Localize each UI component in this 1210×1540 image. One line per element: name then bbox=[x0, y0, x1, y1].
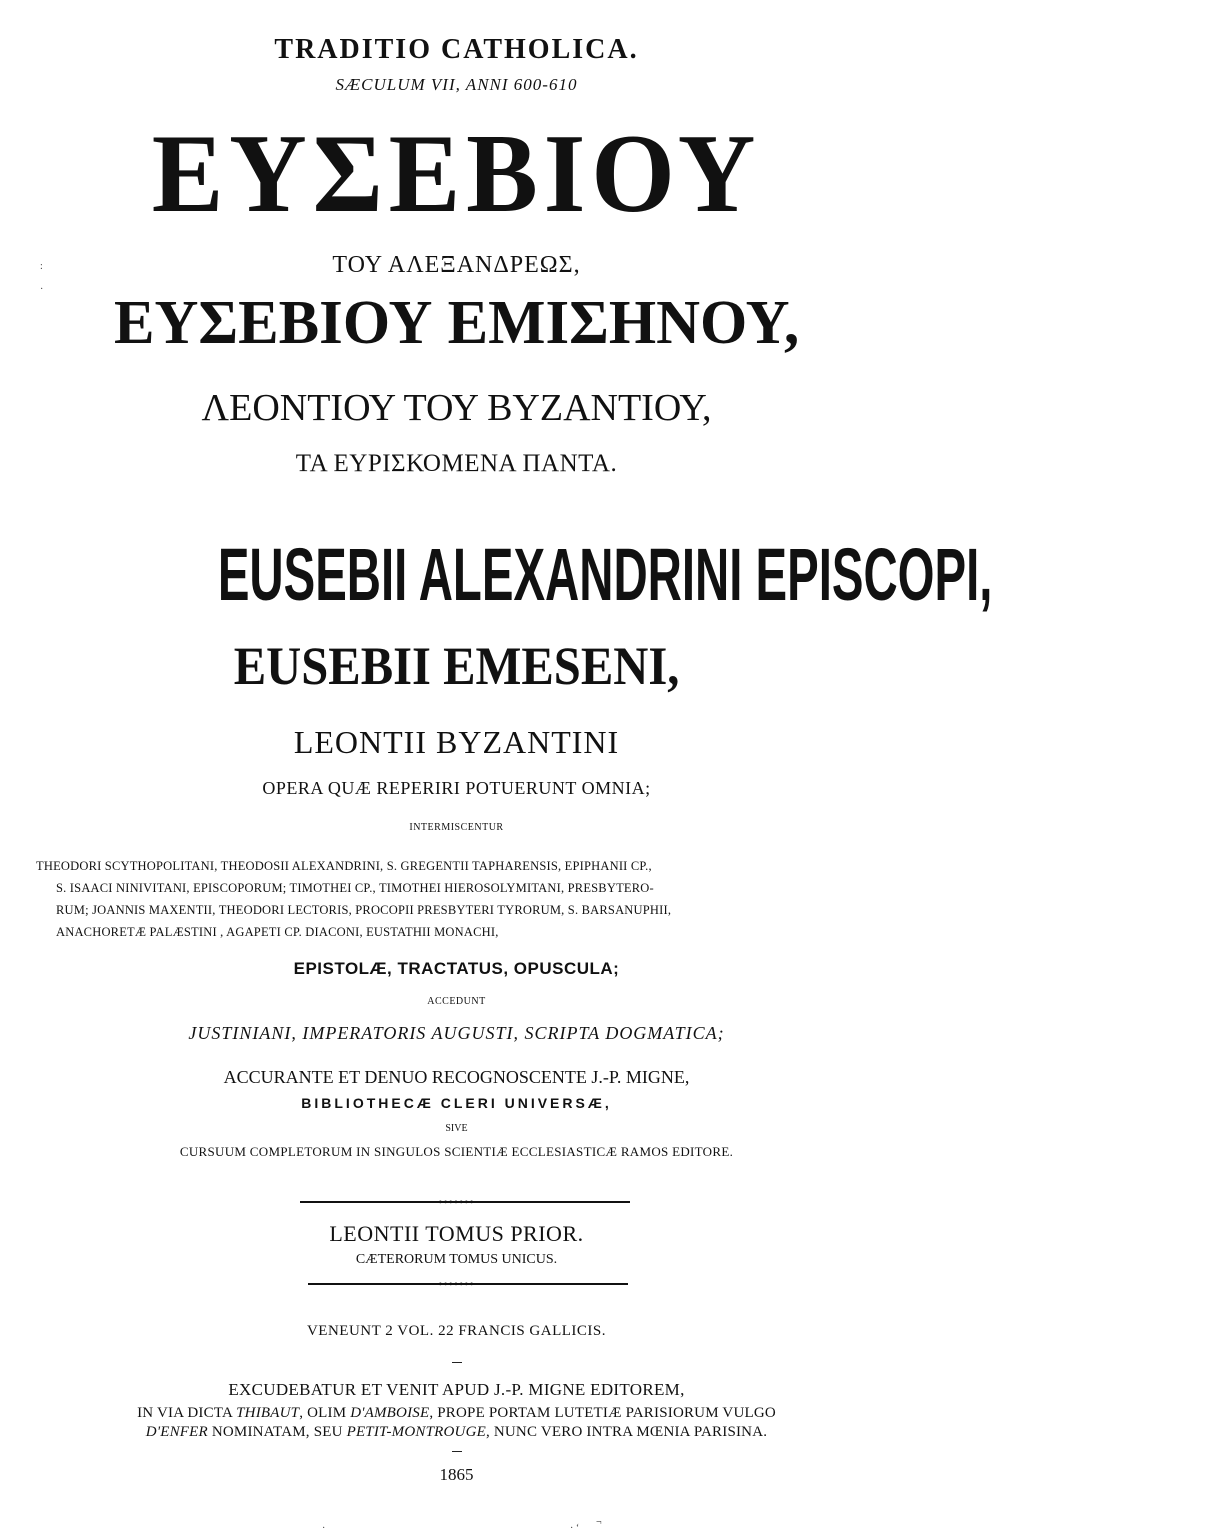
editor-line-1: ACCURANTE ET DENUO RECOGNOSCENTE J.-P. MIGNE, bbox=[223, 1067, 690, 1087]
greek-title-line-2: ΤΟΥ ΑΛΕΞΑΝΔΡΕΩΣ, bbox=[332, 252, 581, 278]
imprint-text: , PROPE PORTAM LUTETIÆ PARISIORUM VULGO bbox=[429, 1405, 776, 1421]
print-speck: · bbox=[40, 284, 44, 295]
authors-line: ANACHORETÆ PALÆSTINI , AGAPETI CP. DIACONI, EUSTATHII MONACHI, bbox=[56, 925, 499, 939]
latin-title-line-2: EUSEBII EMESENI, bbox=[233, 636, 680, 696]
authors-line: S. ISAACI NINIVITANI, EPISCOPORUM; TIMOTHEI CP., TIMOTHEI HIEROSOLYMITANI, PRESBYTERO- bbox=[56, 881, 654, 895]
imprint-text: NOMINATAM, SEU bbox=[207, 1424, 347, 1440]
imprint-line-1: EXCUDEBATUR ET VENIT APUD J.-P. MIGNE EDITOREM, bbox=[228, 1380, 685, 1399]
imprint-gate-name: D'ENFER bbox=[145, 1424, 208, 1440]
imprint-line-3 bbox=[0, 1425, 913, 1440]
price-line: VENEUNT 2 VOL. 22 FRANCIS GALLICIS. bbox=[306, 1323, 607, 1339]
greek-main-title: ΕΥΣΕΒΙΟΥ bbox=[151, 112, 762, 236]
print-speck: · bbox=[322, 1523, 326, 1534]
greek-title-line-4: ΛΕΟΝΤΙΟΥ ΤΟΥ ΒΥΖΑΝΤΙΟΥ, bbox=[201, 387, 712, 429]
publication-year: 1865 bbox=[439, 1465, 474, 1484]
genres-line: EPISTOLÆ, TRACTATUS, OPUSCULA; bbox=[293, 959, 620, 978]
accedunt-label: ACCEDUNT bbox=[427, 996, 486, 1007]
print-speck: · ‘ bbox=[570, 1523, 580, 1534]
imprint-line-2 bbox=[0, 1406, 913, 1421]
latin-title-line-4: OPERA QUÆ REPERIRI POTUERUNT OMNIA; bbox=[262, 778, 651, 798]
volume-line-2: CÆTERORUM TOMUS UNICUS. bbox=[355, 1252, 558, 1267]
ornament-beads-top: ••••••• bbox=[438, 1195, 475, 1209]
separator-dash bbox=[452, 1362, 462, 1363]
ornament-beads-bottom: ••••••• bbox=[438, 1277, 475, 1291]
authors-paragraph bbox=[36, 855, 888, 943]
century-line: SÆCULUM VII, ANNI 600-610 bbox=[335, 75, 578, 94]
imprint-street: THIBAUT bbox=[236, 1405, 300, 1421]
latin-title-line-3: LEONTII BYZANTINI bbox=[293, 724, 620, 760]
print-speck: ¬ bbox=[596, 1517, 602, 1528]
justinian-line: JUSTINIANI, IMPERATORIS AUGUSTI, SCRIPTA DOGMATICA; bbox=[188, 1023, 725, 1043]
separator-dash bbox=[452, 1451, 462, 1452]
editor-line-2: BIBLIOTHECÆ CLERI UNIVERSÆ, bbox=[301, 1095, 612, 1111]
collection-title: TRADITIO CATHOLICA. bbox=[274, 34, 639, 65]
volume-line-1: LEONTII TOMUS PRIOR. bbox=[329, 1221, 584, 1246]
imprint-text: IN VIA DICTA bbox=[137, 1405, 237, 1421]
imprint-old-name: D'AMBOISE bbox=[350, 1405, 430, 1421]
print-speck: : bbox=[40, 261, 43, 272]
intermiscentur-label: INTERMISCENTUR bbox=[409, 822, 504, 833]
editor-line-3: SIVE bbox=[445, 1123, 468, 1134]
imprint-text: , OLIM bbox=[299, 1405, 351, 1421]
imprint-district: PETIT-MONTROUGE bbox=[346, 1424, 486, 1440]
greek-title-line-5: ΤΑ ΕΥΡΙΣΚΟΜΕΝΑ ΠΑΝΤΑ. bbox=[295, 450, 618, 477]
authors-line: THEODORI SCYTHOPOLITANI, THEODOSII ALEXANDRINI, S. GREGENTII TAPHARENSIS, EPIPHANII CP., bbox=[36, 859, 652, 873]
latin-title-line-1: EUSEBII ALEXANDRINI EPISCOPI, bbox=[217, 533, 993, 616]
editor-line-4: CURSUUM COMPLETORUM IN SINGULOS SCIENTIÆ ECCLESIASTICÆ RAMOS EDITORE. bbox=[179, 1144, 734, 1159]
authors-line: RUM; JOANNIS MAXENTII, THEODORI LECTORIS, PROCOPII PRESBYTERI TYRORUM, S. BARSANUPHII, bbox=[56, 903, 672, 917]
greek-title-line-3: ΕΥΣΕΒΙΟΥ ΕΜΙΣΗΝΟΥ, bbox=[113, 289, 800, 357]
imprint-text: , NUNC VERO INTRA MŒNIA PARISINA. bbox=[485, 1424, 768, 1440]
